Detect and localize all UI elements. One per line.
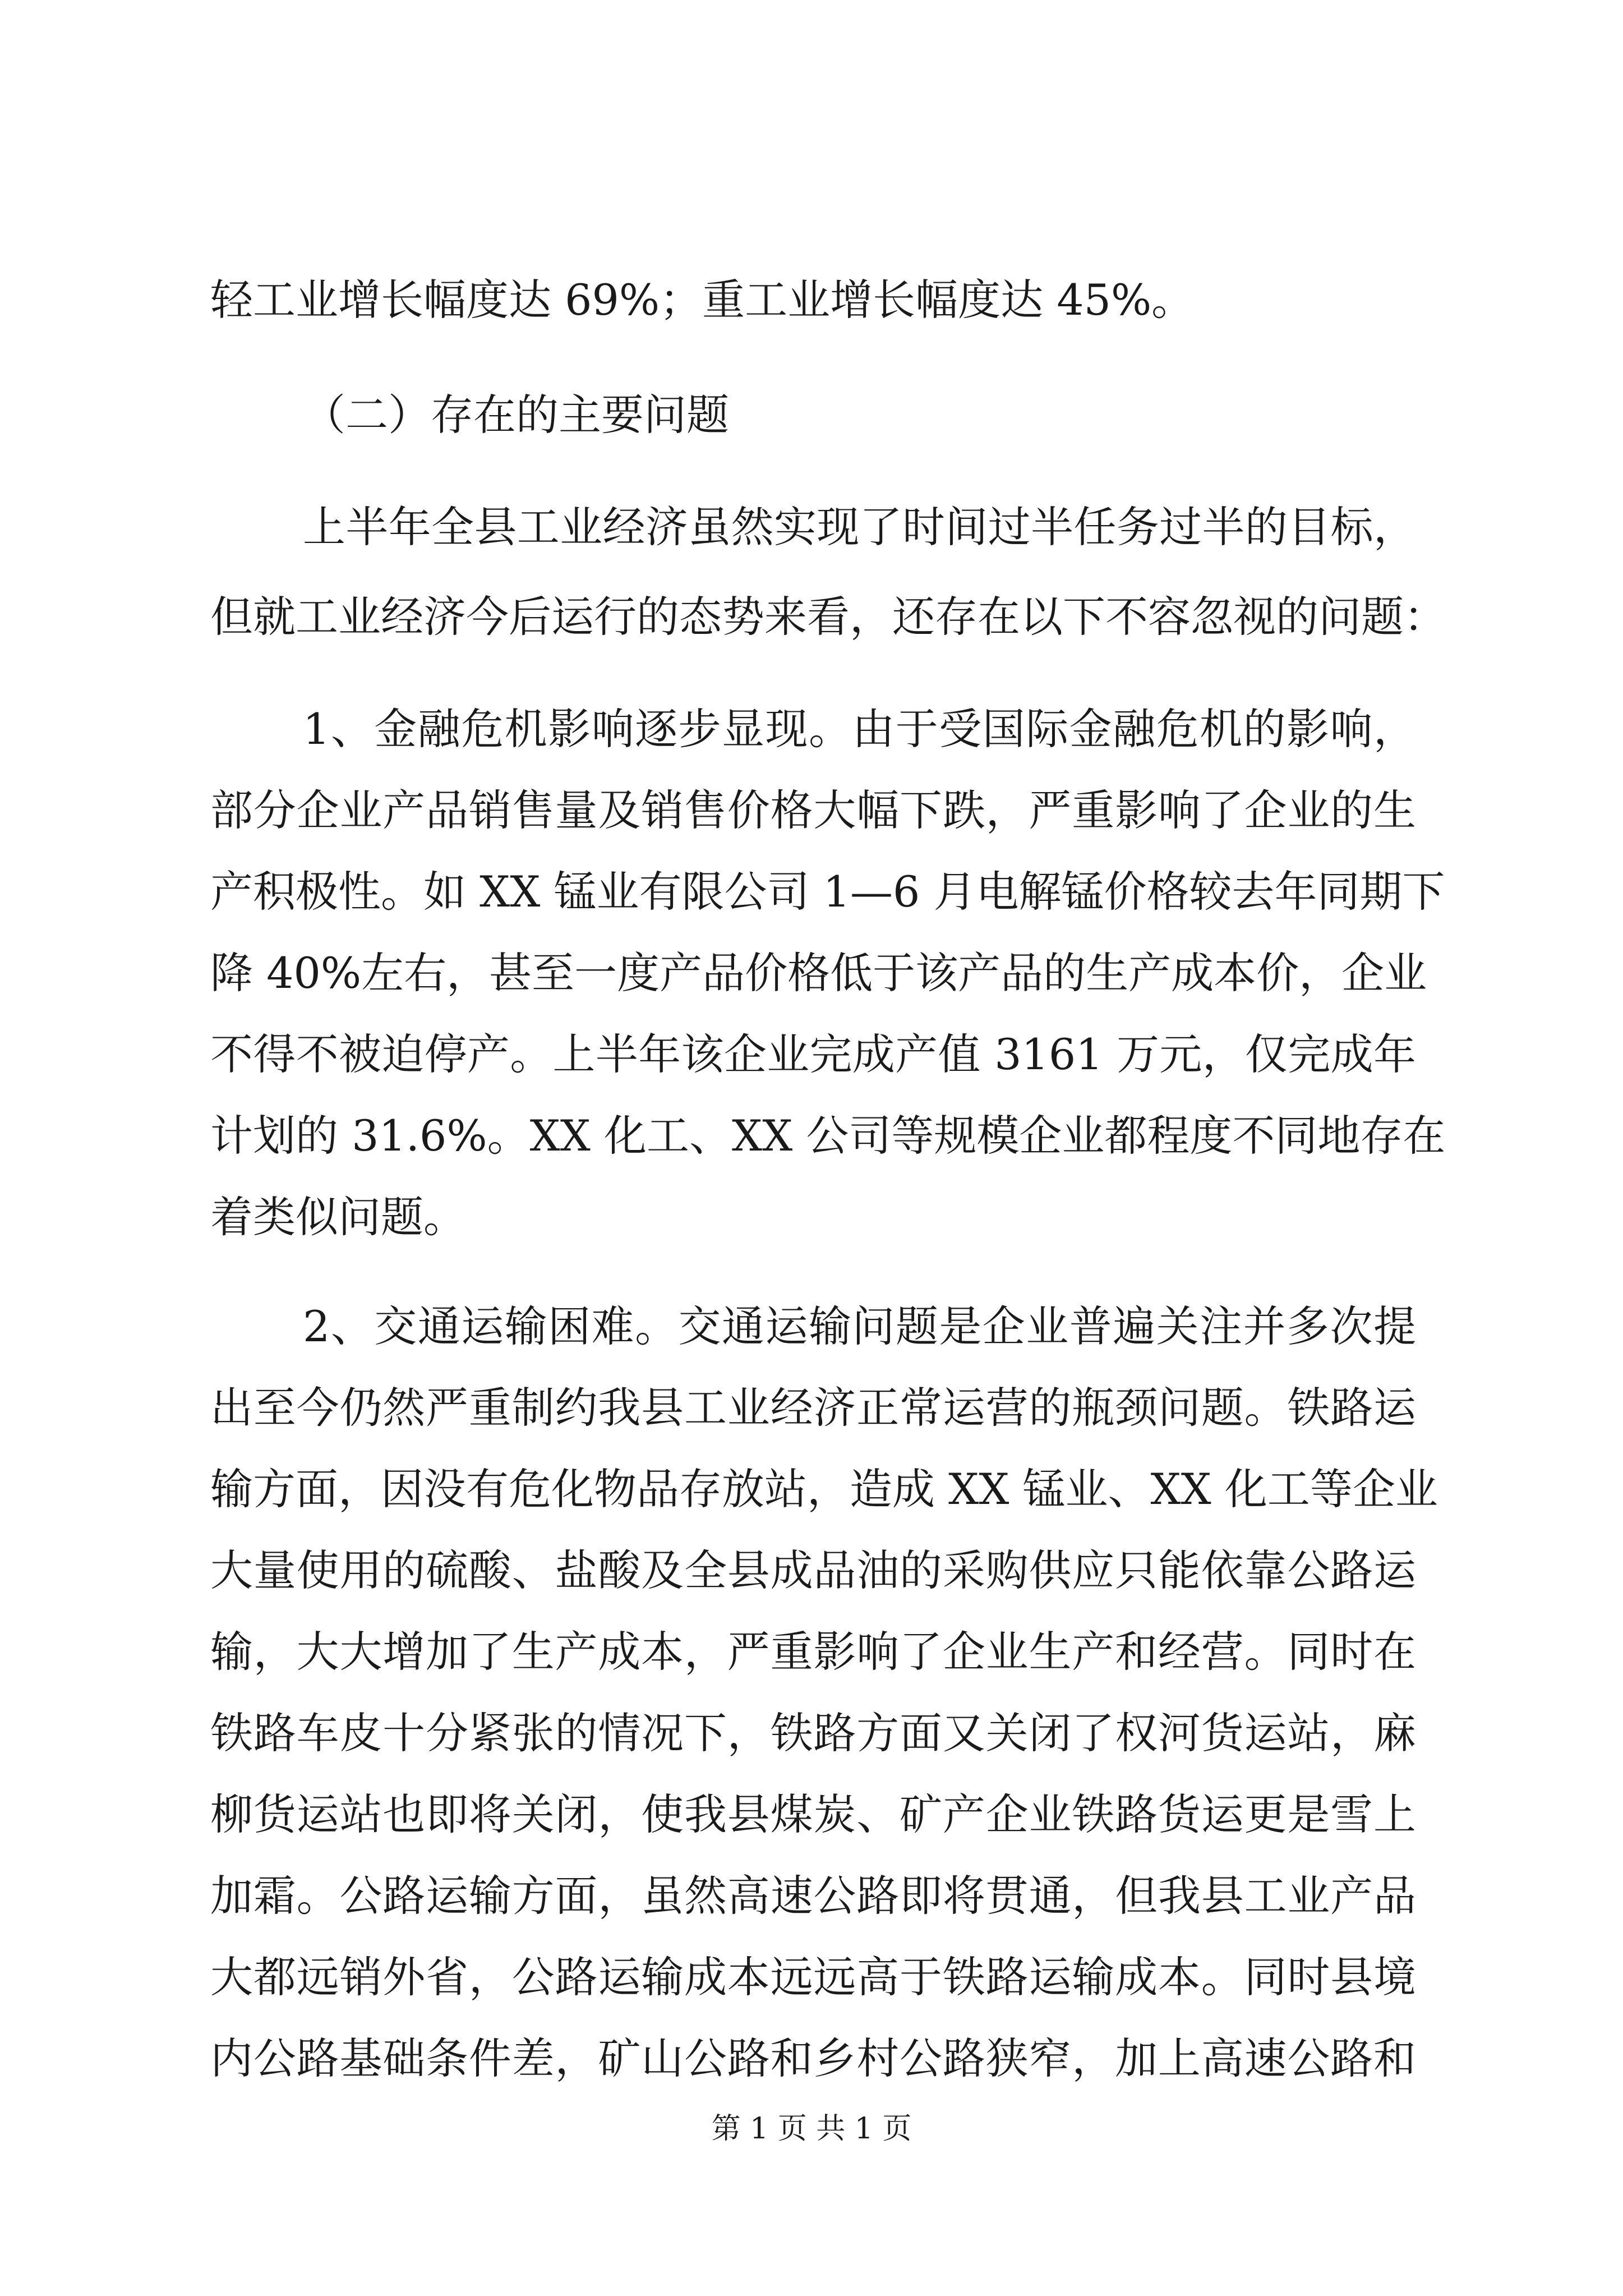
paragraph-line: 降 40%左右，甚至一度产品价格低于该产品的生产成本价，企业 — [210, 948, 1427, 998]
paragraph-line: 2、交通运输困难。交通运输问题是企业普遍关注并多次提 — [303, 1301, 1416, 1351]
section-heading: （二）存在的主要问题 — [303, 390, 729, 440]
paragraph-line: 内公路基础条件差，矿山公路和乡村公路狭窄，加上高速公路和 — [210, 2033, 1416, 2083]
paragraph-line: 输，大大增加了生产成本，严重影响了企业生产和经营。同时在 — [210, 1627, 1416, 1677]
paragraph-line: 轻工业增长幅度达 69%；重工业增长幅度达 45%。 — [210, 275, 1195, 325]
page-number-footer: 第 1 页 共 1 页 — [711, 2112, 912, 2146]
paragraph-line: 铁路车皮十分紧张的情况下，铁路方面又关闭了权河货运站，麻 — [210, 1708, 1416, 1758]
paragraph-line: 柳货运站也即将关闭，使我县煤炭、矿产企业铁路货运更是雪上 — [210, 1789, 1416, 1839]
paragraph-line: 大量使用的硫酸、盐酸及全县成品油的采购供应只能依靠公路运 — [210, 1545, 1416, 1595]
paragraph-line: 输方面，因没有危化物品存放站，造成 XX 锰业、XX 化工等企业 — [210, 1464, 1438, 1514]
paragraph-line: 不得不被迫停产。上半年该企业完成产值 3161 万元，仅完成年 — [210, 1029, 1416, 1079]
paragraph-line: 上半年全县工业经济虽然实现了时间过半任务过半的目标， — [303, 502, 1416, 552]
paragraph-line: 着类似问题。 — [210, 1192, 466, 1242]
paragraph-line: 产积极性。如 XX 锰业有限公司 1—6 月电解锰价格较去年同期下 — [210, 867, 1445, 917]
paragraph-line: 大都远销外省，公路运输成本远远高于铁路运输成本。同时县境 — [210, 1952, 1416, 2002]
paragraph-line: 部分企业产品销售量及销售价格大幅下跌，严重影响了企业的生 — [210, 785, 1416, 835]
paragraph-line: 计划的 31.6%。XX 化工、XX 公司等规模企业都程度不同地存在 — [210, 1111, 1446, 1161]
paragraph-line: 但就工业经济今后运行的态势来看，还存在以下不容忽视的问题： — [210, 592, 1446, 642]
paragraph-line: 1、金融危机影响逐步显现。由于受国际金融危机的影响， — [303, 704, 1416, 754]
paragraph-line: 加霜。公路运输方面，虽然高速公路即将贯通，但我县工业产品 — [210, 1871, 1416, 1921]
paragraph-line: 出至今仍然严重制约我县工业经济正常运营的瓶颈问题。铁路运 — [210, 1383, 1416, 1433]
